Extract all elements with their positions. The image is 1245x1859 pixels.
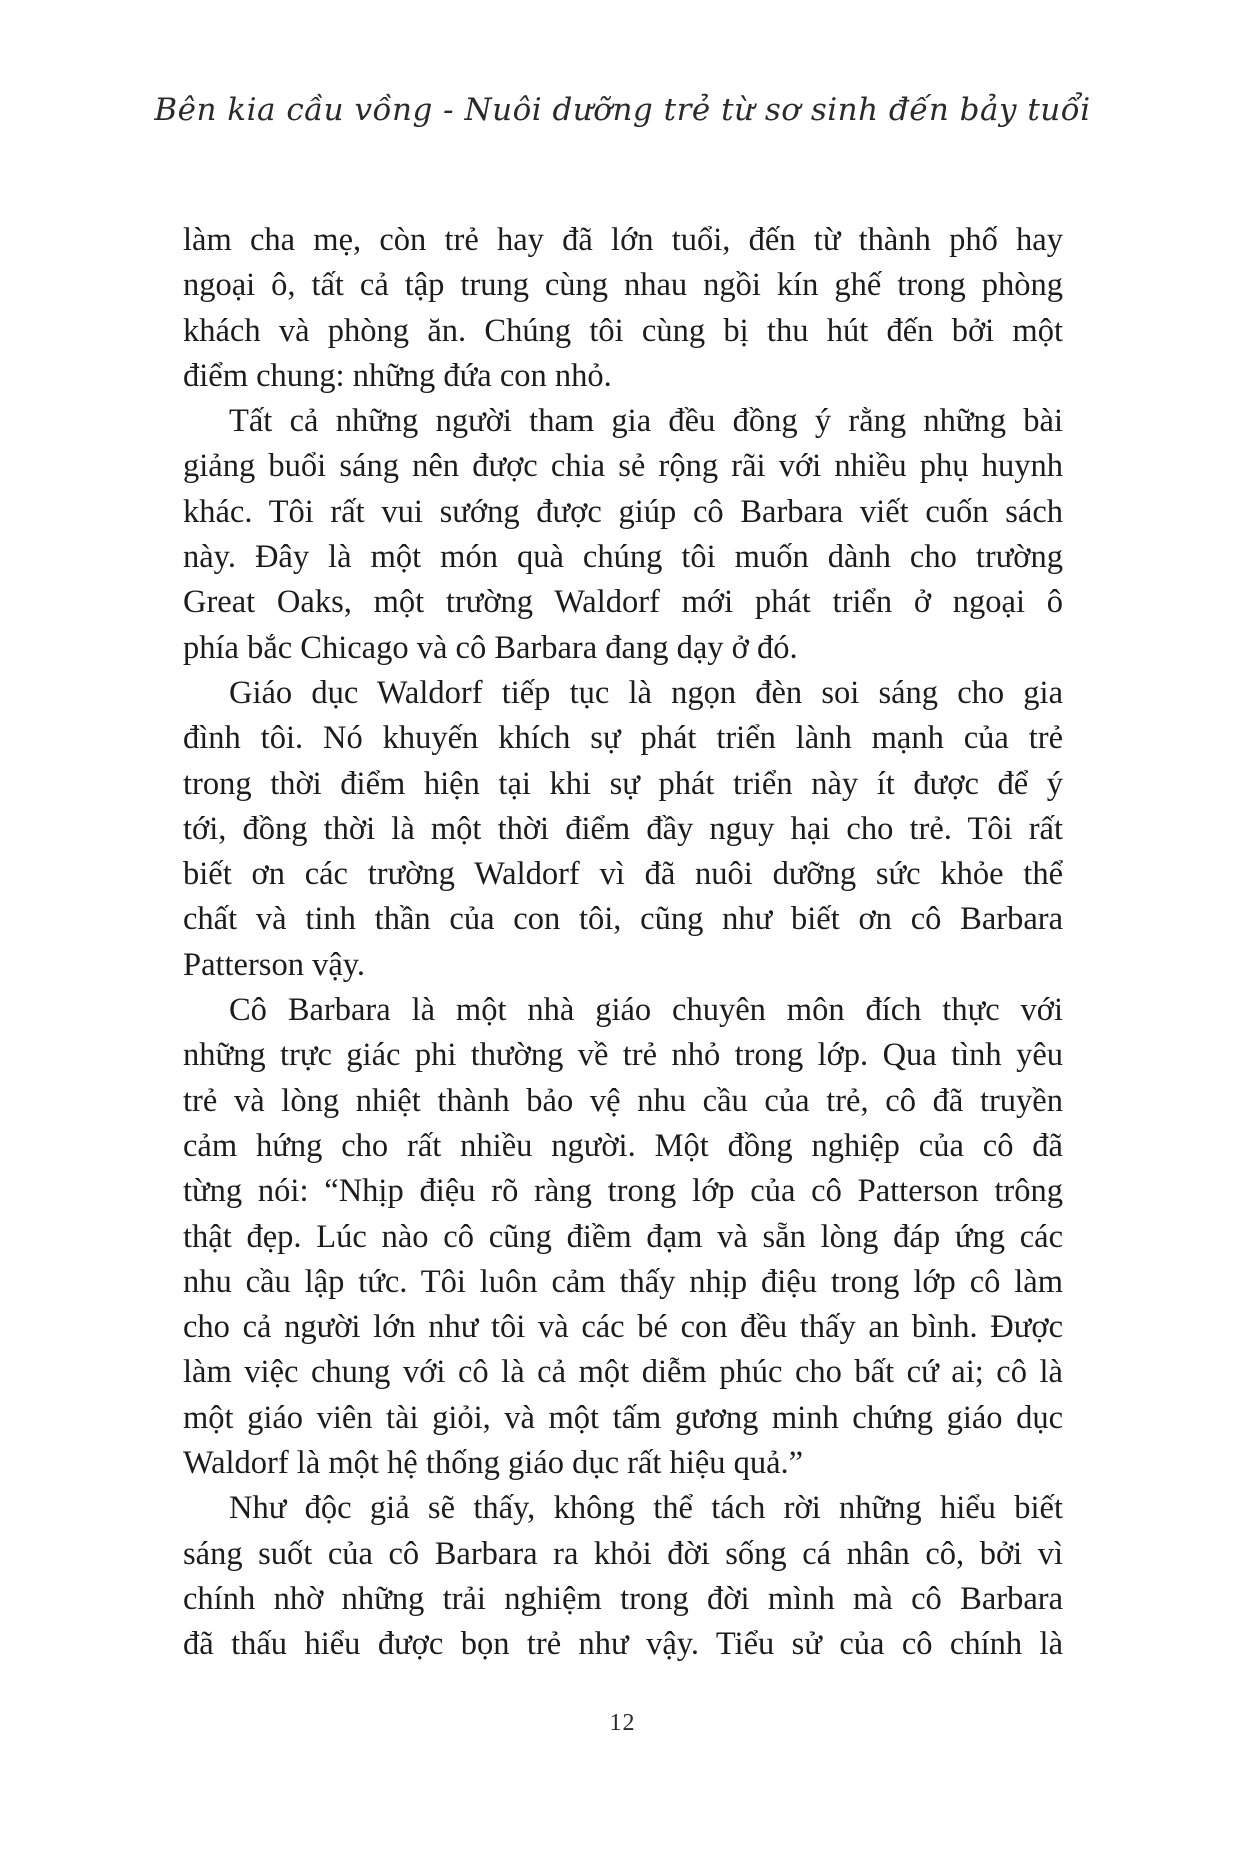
text-line: chính nhờ những trải nghiệm trong đời mình mà cô Barbara <box>183 1580 1063 1617</box>
text-line: Great Oaks, một trường Waldorf mới phát triển ở ngoại ô <box>183 584 1063 621</box>
text-line: khác. Tôi rất vui sướng được giúp cô Barbara viết cuốn sách <box>183 493 1063 530</box>
text-line: sáng suốt của cô Barbara ra khỏi đời sống cá nhân cô, bởi vì <box>183 1535 1063 1572</box>
text-line: chất và tinh thần của con tôi, cũng như biết ơn cô Barbara <box>183 901 1063 938</box>
text-line: cho cả người lớn như tôi và các bé con đều thấy an bình. Được <box>183 1309 1063 1346</box>
text-line: cảm hứng cho rất nhiều người. Một đồng nghiệp của cô đã <box>183 1127 1063 1164</box>
body-text <box>183 218 1063 1668</box>
text-line: điểm chung: những đứa con nhỏ. <box>183 357 612 394</box>
text-line: Giáo dục Waldorf tiếp tục là ngọn đèn soi sáng cho gia <box>229 674 1063 711</box>
text-line: đình tôi. Nó khuyến khích sự phát triển lành mạnh của trẻ <box>183 720 1063 757</box>
text-line: Như độc giả sẽ thấy, không thể tách rời những hiểu biết <box>229 1490 1063 1527</box>
text-line: này. Đây là một món quà chúng tôi muốn dành cho trường <box>183 539 1063 576</box>
text-line: Patterson vậy. <box>183 946 366 983</box>
text-line: khách và phòng ăn. Chúng tôi cùng bị thu hút đến bởi một <box>183 312 1063 349</box>
text-line: làm việc chung với cô là cả một diễm phúc cho bất cứ ai; cô là <box>183 1354 1063 1391</box>
text-line: một giáo viên tài giỏi, và một tấm gương minh chứng giáo dục <box>183 1399 1063 1436</box>
text-line: Waldorf là một hệ thống giáo dục rất hiệu quả.” <box>183 1445 804 1482</box>
text-line: Cô Barbara là một nhà giáo chuyên môn đích thực với <box>229 992 1063 1029</box>
text-line: Tất cả những người tham gia đều đồng ý rằng những bài <box>229 403 1063 440</box>
text-line: ngoại ô, tất cả tập trung cùng nhau ngồi kín ghế trong phòng <box>183 267 1063 304</box>
text-line: phía bắc Chicago và cô Barbara đang dạy ở đó. <box>183 629 798 666</box>
text-line: biết ơn các trường Waldorf vì đã nuôi dưỡng sức khỏe thể <box>183 856 1063 893</box>
text-line: giảng buổi sáng nên được chia sẻ rộng rãi với nhiều phụ huynh <box>183 448 1063 485</box>
text-line: từng nói: “Nhịp điệu rõ ràng trong lớp của cô Patterson trông <box>183 1173 1063 1210</box>
text-line: những trực giác phi thường về trẻ nhỏ trong lớp. Qua tình yêu <box>183 1037 1063 1074</box>
text-line: tới, đồng thời là một thời điểm đầy nguy hại cho trẻ. Tôi rất <box>183 810 1063 847</box>
text-line: nhu cầu lập tức. Tôi luôn cảm thấy nhịp điệu trong lớp cô làm <box>183 1263 1063 1300</box>
text-line: làm cha mẹ, còn trẻ hay đã lớn tuổi, đến từ thành phố hay <box>183 222 1063 258</box>
text-line: trong thời điểm hiện tại khi sự phát triển này ít được để ý <box>183 765 1063 802</box>
page-number: 12 <box>609 1710 636 1736</box>
text-line: thật đẹp. Lúc nào cô cũng điềm đạm và sẵn lòng đáp ứng các <box>183 1218 1063 1255</box>
running-header: Bên kia cầu vồng - Nuôi dưỡng trẻ từ sơ sinh đến bảy tuổi <box>154 92 1091 128</box>
text-line: đã thấu hiểu được bọn trẻ như vậy. Tiểu sử của cô chính là <box>183 1626 1063 1663</box>
text-line: trẻ và lòng nhiệt thành bảo vệ nhu cầu của trẻ, cô đã truyền <box>183 1082 1063 1119</box>
